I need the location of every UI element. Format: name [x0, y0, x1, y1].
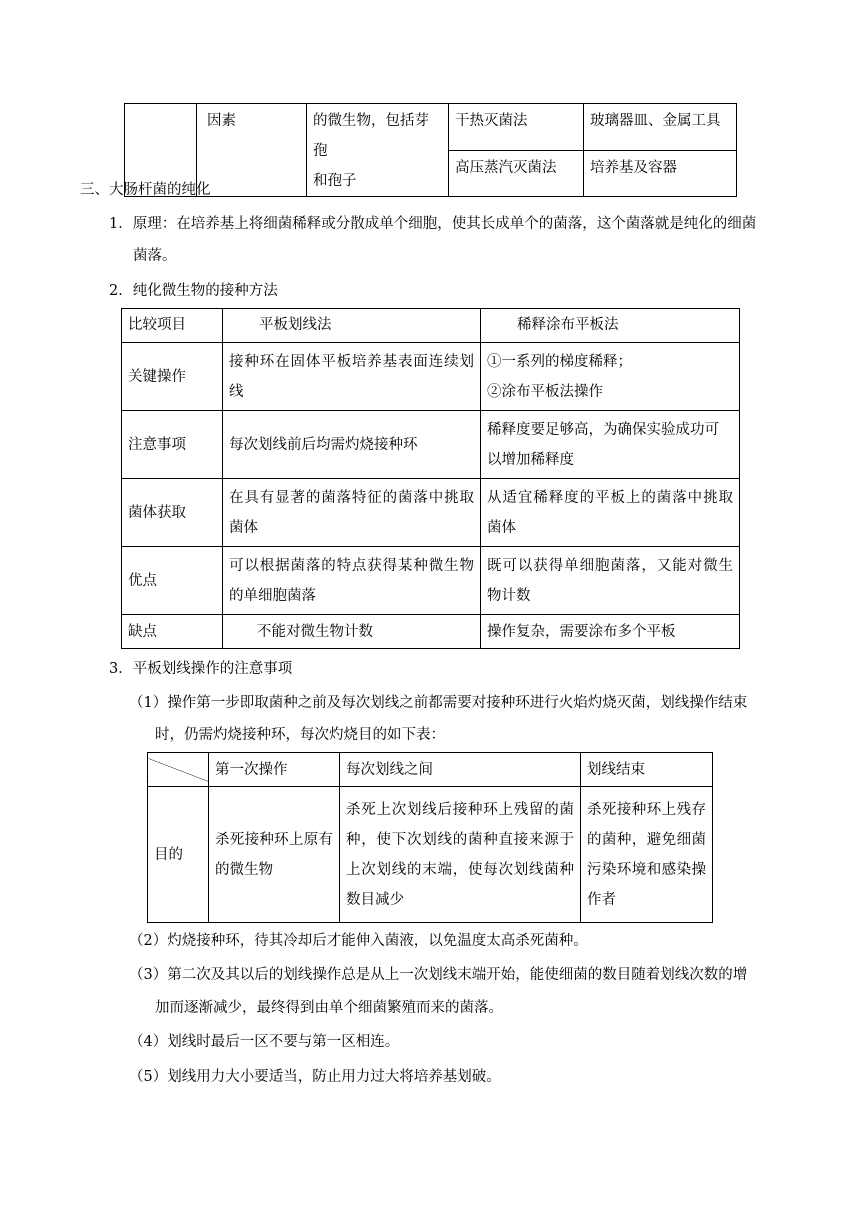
- row-label-key-op: 关键操作: [122, 343, 223, 411]
- section-heading: 三、大肠杆菌的纯化: [80, 182, 211, 198]
- streak-notes-heading: 3．平板划线操作的注意事项: [109, 661, 293, 677]
- streak-key-op: 接种环在固体平板培养基表面连续划线: [223, 343, 481, 411]
- dilution-isolate: 从适宜稀释度的平板上的菌落中挑取菌体: [481, 479, 740, 547]
- streak-disadvantage: 不能对微生物计数: [223, 615, 481, 649]
- sterilization-table: [124, 103, 737, 197]
- purpose-first: 杀死接种环上原有的微生物: [209, 787, 340, 923]
- row-label-advantage: 优点: [122, 547, 223, 615]
- note-2: （2）灼烧接种环，待其冷却后才能伸入菌液，以免温度太高杀死菌种。: [129, 933, 588, 949]
- note-3-line-1: （3）第二次及其以后的划线操作总是从上一次划线末端开始，能使细菌的数目随着划线次数的增: [129, 967, 748, 983]
- principle-line-1: 1．原理：在培养基上将细菌稀释或分散成单个细胞，使其长成单个的菌落，这个菌落就是纯化的细菌: [109, 216, 757, 232]
- row-label-notes: 注意事项: [122, 411, 223, 479]
- row-label-isolate: 菌体获取: [122, 479, 223, 547]
- microbe-cell: [307, 104, 449, 197]
- dilution-advantage: 既可以获得单细胞菌落，又能对微生物计数: [481, 547, 740, 615]
- purpose-label: 目的: [148, 787, 209, 923]
- streak-advantage: 可以根据菌落的特点获得某种微生物的单细胞菌落: [223, 547, 481, 615]
- header-streak: 平板划线法: [223, 309, 481, 343]
- method-autoclave: 高压蒸汽灭菌法: [449, 150, 584, 197]
- dilution-key-op-1: ①一系列的梯度稀释；: [487, 353, 632, 370]
- method-heading: 2．纯化微生物的接种方法: [109, 283, 278, 299]
- principle-line-2: 菌落。: [133, 248, 177, 264]
- dilution-notes: 稀释度要足够高，为确保实验成功可以增加稀释度: [481, 411, 740, 479]
- dilution-key-op-2: ②涂布平板法操作: [487, 383, 603, 400]
- microbe-line-1: 的微生物，包括芽孢: [313, 113, 429, 159]
- streak-notes: 每次划线前后均需灼烧接种环: [223, 411, 481, 479]
- note-1-line-1: （1）操作第一步即取菌种之前及每次划线之前都需要对接种环进行火焰灼烧灭菌，划线操作结束: [129, 695, 748, 711]
- purpose-between: 杀死上次划线后接种环上残留的菌种，使下次划线的菌种直接来源于上次划线的末端，使每次划线菌种数目减少: [340, 787, 581, 923]
- header-between: 每次划线之间: [340, 753, 581, 787]
- header-end: 划线结束: [581, 753, 713, 787]
- method-dry-heat: 干热灭菌法: [449, 104, 584, 151]
- dilution-key-op: [481, 343, 740, 411]
- factor-cell: 因素: [197, 104, 307, 197]
- note-4: （4）划线时最后一区不要与第一区相连。: [129, 1034, 400, 1050]
- microbe-line-2: 和孢子: [313, 173, 357, 189]
- header-compare: 比较项目: [122, 309, 223, 343]
- object-glassware: 玻璃器皿、金属工具: [584, 104, 737, 151]
- corner-cell: [148, 753, 209, 787]
- flame-purpose-table: [147, 752, 713, 923]
- row-label-disadvantage: 缺点: [122, 615, 223, 649]
- purpose-end: 杀死接种环上残存的菌种，避免细菌污染环境和感染操作者: [581, 787, 713, 923]
- note-3-line-2: 加而逐渐减少，最终得到由单个细菌繁殖而来的菌落。: [155, 1000, 503, 1016]
- streak-isolate: 在具有显著的菌落特征的菌落中挑取菌体: [223, 479, 481, 547]
- header-dilution: 稀释涂布平板法: [481, 309, 740, 343]
- object-medium: 培养基及容器: [584, 150, 737, 197]
- comparison-table: [121, 308, 740, 649]
- note-1-line-2: 时，仍需灼烧接种环，每次灼烧目的如下表：: [155, 727, 445, 743]
- header-first: 第一次操作: [209, 753, 340, 787]
- dilution-disadvantage: 操作复杂，需要涂布多个平板: [481, 615, 740, 649]
- note-5: （5）划线用力大小要适当，防止用力过大将培养基划破。: [129, 1069, 501, 1085]
